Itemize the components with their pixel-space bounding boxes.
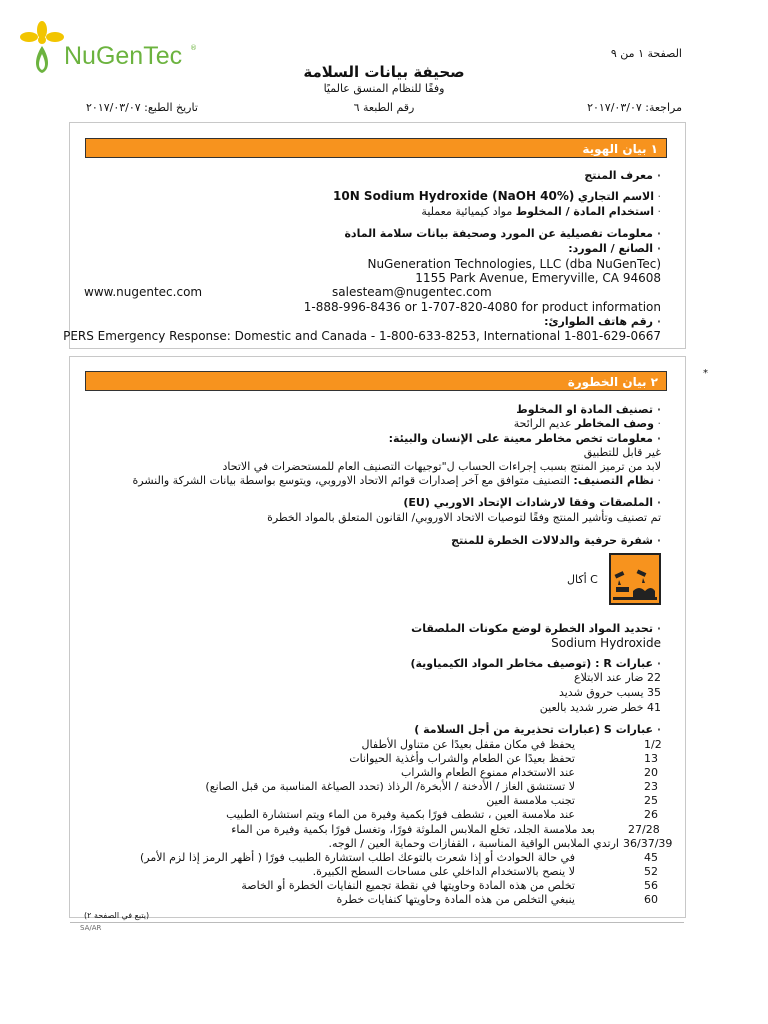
product-identifier-text: معرف المنتج (584, 169, 653, 182)
s-phrase-row (70, 766, 685, 780)
r-phrases-text: عبارات R : (توصيف مخاطر المواد الكيمياوية) (410, 657, 653, 670)
s-phrases-list (70, 738, 685, 914)
labels-eu-value: تم تصنيف وتأشير المنتج وفقًا لتوصيات الاتحاد الاوروبي/ القانون المتعلق بالمواد الخطرة (267, 511, 661, 524)
s-phrase-row (70, 823, 685, 837)
s-phrase-code: 27/28 (628, 823, 660, 836)
s-phrase-row (70, 893, 685, 907)
corrosive-pictogram (609, 553, 661, 605)
s-phrase-code: 52 (644, 865, 658, 878)
hazard-desc-value: عديم الرائحة (513, 417, 572, 430)
s-phrase-text: بعد ملامسة الجلد، تخلع الملابس الملوثة فورًا، وتغسل فورًا بكمية وفيرة من الماء (231, 823, 595, 836)
s-phrase-row (70, 837, 685, 851)
document-subtitle: وفقًا للنظام المنسق عالميًا (323, 82, 445, 95)
company-email[interactable]: salesteam@nugentec.com (332, 285, 492, 299)
s-phrase-row (70, 865, 685, 879)
use-label: استخدام المادة / المخلوط (515, 205, 654, 218)
s-phrase-code: 56 (644, 879, 658, 892)
company-address: 1155 Park Avenue, Emeryville, CA 94608 (415, 271, 661, 285)
continued-note: (يتبع في الصفحة ٢) (84, 911, 150, 920)
s-phrase-row (70, 808, 685, 822)
s-phrase-text: تجنب ملامسة العين (486, 794, 575, 807)
s-phrase-text: ينبغي التخلص من هذه المادة وحاويتها كنفايات خطرة (336, 893, 575, 906)
symbol-label-text: شفرة حرفية والدلالات الخطرة للمنتج (451, 534, 653, 547)
revision-date: مراجعة: ٢٠١٧/٠٣/٠٧ (587, 101, 682, 114)
s-phrase-code: 20 (644, 766, 658, 779)
not-applicable: غير قابل للتطبيق (583, 446, 661, 459)
s-phrase-text: تخلص من هذه المادة وحاويتها في نقطة تجميع النفايات الخطرة أو الخاصة (241, 879, 575, 892)
section-2-heading: ٢ بيان الخطورة (85, 371, 667, 391)
footer-code: SA/AR (80, 924, 102, 932)
s-phrases-label: · عبارات S (عبارات تحذيرية من أجل السلامة ) (414, 723, 661, 736)
company-website[interactable]: www.nugentec.com (84, 285, 203, 299)
specific-info-text: معلومات تخص مخاطر معينة على الإنسان والبيئة: (388, 432, 653, 445)
classification-note: لابد من ترميز المنتج بسبب إجراءات الحساب ل"توجيهات التصنيف العام للمستحضرات في الاتحاد (222, 460, 661, 473)
registered-mark: ® (190, 44, 197, 52)
s-phrase-code: 45 (644, 851, 658, 864)
section-1-box (63, 122, 686, 349)
emergency-label: · رقم هاتف الطوارئ: (544, 315, 661, 328)
r-phrases-label: · عبارات R : (توصيف مخاطر المواد الكيمياوية) (410, 657, 661, 670)
emergency-label-text: رقم هاتف الطوارئ: (544, 315, 653, 328)
classification-label: · تصنيف المادة او المخلوط (516, 403, 661, 416)
components-text: تحديد المواد الخطرة لوضع مكونات الملصقات (411, 622, 653, 635)
s-phrase-text: تحفظ بعيدًا عن الطعام والشراب وأغذية الحيوانات (349, 752, 575, 765)
s-phrase-code: 23 (644, 780, 658, 793)
s-phrase-code: 60 (644, 893, 658, 906)
print-date: تاريخ الطبع: ٢٠١٧/٠٣/٠٧ (86, 101, 198, 114)
s-phrases-text: عبارات S (عبارات تحذيرية من أجل السلامة ) (414, 723, 653, 736)
s-phrase-row (70, 794, 685, 808)
labels-eu-label: · الملصقات وفقا لارشادات الإتحاد الاوربي (EU) (403, 496, 661, 509)
company-phone: 1-888-996-8436 or 1-707-820-4080 for product information (303, 300, 661, 314)
specific-info-label: · معلومات تخص مخاطر معينة على الإنسان والبيئة: (388, 432, 661, 445)
classification-text: تصنيف المادة او المخلوط (516, 403, 653, 416)
s-phrase-code: 36/37/39 (623, 837, 673, 850)
components-value: Sodium Hydroxide (551, 636, 661, 650)
trade-name-label: الاسم التجاري (577, 190, 654, 203)
manufacturer-label-text: الصانع / المورد: (568, 242, 653, 255)
product-identifier-label: · معرف المنتج (584, 169, 661, 182)
r-phrase-text: خطر ضرر شديد بالعين (539, 701, 644, 714)
s-phrase-text: لا تستنشق الغاز / الأدخنة / الأبخرة/ الرذاذ (تحدد الصياغة المناسبة من قبل الصانع) (205, 780, 575, 793)
r-phrases-list (70, 671, 685, 717)
s-phrase-code: 25 (644, 794, 658, 807)
trade-name-row: · الاسم التجاري 10N Sodium Hydroxide (NaOH 40%) (333, 189, 661, 203)
s-phrase-row (70, 851, 685, 865)
s-phrase-code: 26 (644, 808, 658, 821)
hazard-desc-label: وصف المخاطر (575, 417, 654, 430)
r-phrase-code: 22 (647, 671, 661, 684)
section-2-box (69, 356, 686, 918)
r-phrase (574, 671, 661, 685)
r-phrase-text: يسبب حروق شديد (558, 686, 644, 699)
manufacturer-label: · الصانع / المورد: (568, 242, 661, 255)
page-number: الصفحة ١ من ٩ (610, 47, 682, 60)
s-phrase-code: 13 (644, 752, 658, 765)
emergency-value: PERS Emergency Response: Domestic and Canada - 1-800-633-8253, International 1-801-629-0667 (63, 329, 661, 343)
r-phrase (559, 686, 661, 700)
r-phrase-code: 35 (647, 686, 661, 699)
document-title: صحيفة بيانات السلامة (303, 63, 465, 81)
s-phrase-text: لا ينصح بالاستخدام الداخلي على مساحات السطح الكبيرة. (312, 865, 575, 878)
section-1-heading: ١ بيان الهوية (85, 138, 667, 158)
footer-rule (70, 922, 684, 923)
use-row: · استخدام المادة / المخلوط مواد كيميائية معملية (421, 205, 661, 218)
r-phrase-text: ضار عند الابتلاع (574, 671, 644, 684)
s-phrase-row (70, 780, 685, 794)
symbol-caption: C أكال (567, 573, 598, 586)
system-value: التصنيف متوافق مع آخر إصدارات قوائم الاتحاد الاوروبي، ويتوسع بواسطة بيانات الشركة والنشرة (132, 474, 570, 487)
supplier-heading-text: معلومات تفصيلية عن المورد وصحيفة بيانات سلامة المادة (344, 227, 653, 240)
system-row: · نظام التصنيف: التصنيف متوافق مع آخر إصدارات قوائم الاتحاد الاوروبي، ويتوسع بواسطة بيانات الشركة والنشرة (132, 474, 661, 487)
use-value: مواد كيميائية معملية (421, 205, 513, 218)
symbol-label: · شفرة حرفية والدلالات الخطرة للمنتج (451, 534, 661, 547)
system-label: نظام التصنيف: (573, 474, 654, 487)
s-phrase-row (70, 752, 685, 766)
s-phrase-row (70, 879, 685, 893)
corrosive-icon (609, 553, 661, 605)
s-phrase-row (70, 738, 685, 752)
r-phrase-code: 41 (647, 701, 661, 714)
s-phrase-text: عند ملامسة العين ، تشطف فورًا بكمية وفيرة من الماء ويتم استشارة الطبيب (226, 808, 575, 821)
labels-eu-text: الملصقات وفقا لارشادات الإتحاد الاوربي (EU) (403, 496, 653, 509)
supplier-heading: · معلومات تفصيلية عن المورد وصحيفة بيانات سلامة المادة (344, 227, 661, 240)
trade-name-value: 10N Sodium Hydroxide (NaOH 40%) (333, 189, 575, 203)
r-phrase (540, 701, 661, 715)
components-label: · تحديد المواد الخطرة لوضع مكونات الملصقات (411, 622, 661, 635)
s-phrase-text: يحفظ في مكان مقفل بعيدًا عن متناول الأطفال (361, 738, 575, 751)
logo-text: NuGenTec (64, 42, 183, 70)
company-name: NuGeneration Technologies, LLC (dba NuGenTec) (367, 257, 661, 271)
s-phrase-code: 1/2 (644, 738, 662, 751)
hazard-desc-row: · وصف المخاطر عديم الرائحة (513, 417, 661, 430)
s-phrase-text: عند الاستخدام ممنوع الطعام والشراب (401, 766, 575, 779)
s-phrase-text: ارتدي الملابس الواقية المناسبة ، القفازات وحماية العين / الوجه. (328, 837, 619, 850)
edition-number: رقم الطبعة ٦ (353, 101, 415, 114)
s-phrase-text: في حالة الحوادث أو إذا شعرت بالتوعك اطلب استشارة الطبيب فورًا ( أظهر الرمز إذا لزم الأمر) (140, 851, 575, 864)
margin-asterisk: * (703, 368, 708, 379)
